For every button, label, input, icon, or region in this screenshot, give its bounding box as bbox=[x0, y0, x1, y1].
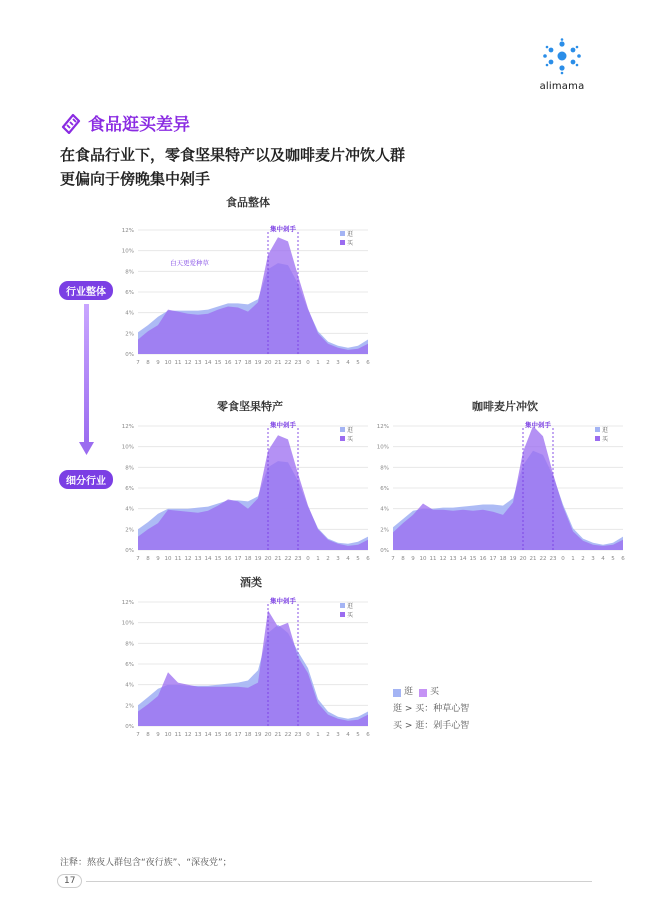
chart-coffee bbox=[375, 418, 630, 566]
chart-liquor bbox=[120, 594, 375, 742]
chart-title-food-overall: 食品整体 bbox=[226, 196, 270, 209]
x-tick-label: 16 bbox=[224, 732, 232, 738]
y-tick-label: 0% bbox=[380, 548, 389, 554]
x-tick-label: 0 bbox=[561, 556, 565, 562]
x-tick-label: 13 bbox=[449, 556, 457, 562]
y-tick-label: 4% bbox=[380, 506, 389, 513]
x-tick-label: 16 bbox=[479, 556, 487, 562]
legend-swatch bbox=[340, 436, 345, 441]
x-tick-label: 21 bbox=[274, 556, 282, 562]
chart-title-coffee: 咖啡麦片冲饮 bbox=[472, 400, 538, 413]
alimama-logo bbox=[537, 38, 587, 94]
x-tick-label: 20 bbox=[264, 360, 272, 366]
x-tick-label: 1 bbox=[316, 556, 320, 562]
legend-swatch bbox=[340, 427, 345, 432]
x-tick-label: 3 bbox=[591, 556, 595, 562]
x-tick-label: 7 bbox=[136, 732, 140, 738]
y-tick-label: 4% bbox=[125, 682, 134, 689]
x-tick-label: 22 bbox=[284, 732, 292, 738]
tag-icon bbox=[60, 112, 82, 134]
x-tick-label: 21 bbox=[274, 732, 282, 738]
x-tick-label: 23 bbox=[549, 556, 557, 562]
y-tick-label: 8% bbox=[125, 465, 134, 472]
headline bbox=[60, 143, 405, 191]
legend-swatch bbox=[340, 603, 345, 608]
x-tick-label: 17 bbox=[489, 556, 497, 562]
y-tick-label: 6% bbox=[380, 486, 389, 492]
x-tick-label: 19 bbox=[254, 556, 262, 562]
x-tick-label: 20 bbox=[264, 556, 272, 562]
y-tick-label: 10% bbox=[121, 248, 134, 255]
y-tick-label: 6% bbox=[125, 662, 134, 668]
legend-label: 买 bbox=[347, 240, 354, 247]
x-tick-label: 12 bbox=[184, 732, 192, 738]
x-tick-label: 13 bbox=[194, 556, 202, 562]
legend-swatch bbox=[595, 436, 600, 441]
chart-food-overall bbox=[120, 222, 375, 370]
x-tick-label: 18 bbox=[244, 732, 252, 738]
legend-label: 逛 bbox=[347, 231, 354, 238]
area-buy-series bbox=[138, 435, 368, 550]
x-tick-label: 18 bbox=[244, 360, 252, 366]
x-tick-label: 1 bbox=[316, 732, 320, 738]
x-tick-label: 7 bbox=[391, 556, 395, 562]
legend-browse-label: 逛 bbox=[404, 687, 414, 697]
legend-label: 买 bbox=[602, 436, 609, 443]
x-tick-label: 10 bbox=[164, 732, 172, 738]
x-tick-label: 18 bbox=[244, 556, 252, 562]
x-tick-label: 4 bbox=[601, 556, 605, 562]
sub-industry-label: 细分行业 bbox=[59, 470, 113, 489]
highlight-label: 集中剁手 bbox=[270, 421, 296, 429]
y-tick-label: 2% bbox=[125, 527, 134, 534]
x-tick-label: 22 bbox=[284, 360, 292, 366]
logo-mark-icon bbox=[542, 38, 582, 76]
y-tick-label: 0% bbox=[125, 548, 134, 554]
highlight-label: 集中剁手 bbox=[525, 421, 551, 429]
headline-line-2: 更偏向于傍晚集中剁手 bbox=[60, 170, 211, 188]
legend-label: 买 bbox=[347, 436, 354, 443]
x-tick-label: 16 bbox=[224, 360, 232, 366]
x-tick-label: 5 bbox=[611, 556, 615, 562]
x-tick-label: 11 bbox=[174, 360, 182, 366]
x-tick-label: 5 bbox=[356, 360, 360, 366]
chart-snacks bbox=[120, 418, 375, 566]
chart-annotation: 白天更爱种草 bbox=[170, 259, 209, 268]
x-tick-label: 13 bbox=[194, 360, 202, 366]
legend-label: 逛 bbox=[347, 427, 354, 434]
footnote: 注释：熬夜人群包含“夜行族”、“深夜党”； bbox=[60, 858, 232, 868]
y-tick-label: 0% bbox=[125, 352, 134, 358]
buy-swatch bbox=[419, 689, 427, 697]
y-tick-label: 12% bbox=[121, 424, 134, 430]
legend-label: 逛 bbox=[347, 603, 354, 610]
x-tick-label: 20 bbox=[264, 732, 272, 738]
legend-swatch bbox=[340, 231, 345, 236]
x-tick-label: 6 bbox=[366, 556, 370, 562]
chart-title-snacks: 零食坚果特产 bbox=[217, 400, 283, 413]
highlight-label: 集中剁手 bbox=[270, 225, 296, 233]
x-tick-label: 3 bbox=[336, 732, 340, 738]
x-tick-label: 19 bbox=[254, 360, 262, 366]
x-tick-label: 19 bbox=[254, 732, 262, 738]
x-tick-label: 6 bbox=[366, 732, 370, 738]
x-tick-label: 7 bbox=[136, 360, 140, 366]
x-tick-label: 12 bbox=[439, 556, 447, 562]
x-tick-label: 23 bbox=[294, 360, 302, 366]
y-tick-label: 8% bbox=[380, 465, 389, 472]
x-tick-label: 2 bbox=[326, 556, 330, 562]
area-buy-series bbox=[138, 237, 368, 354]
legend-swatch bbox=[340, 612, 345, 617]
y-tick-label: 10% bbox=[121, 444, 134, 451]
y-tick-label: 2% bbox=[125, 331, 134, 338]
legend-label: 买 bbox=[347, 612, 354, 619]
x-tick-label: 23 bbox=[294, 556, 302, 562]
y-tick-label: 6% bbox=[125, 290, 134, 296]
x-tick-label: 7 bbox=[136, 556, 140, 562]
industry-overall-label: 行业整体 bbox=[59, 281, 113, 300]
x-tick-label: 15 bbox=[214, 556, 222, 562]
x-tick-label: 17 bbox=[234, 732, 242, 738]
x-tick-label: 8 bbox=[146, 556, 150, 562]
x-tick-label: 15 bbox=[469, 556, 477, 562]
legend-rule-buying: 买 > 逛：剁手心智 bbox=[393, 721, 470, 731]
x-tick-label: 18 bbox=[499, 556, 507, 562]
y-tick-label: 4% bbox=[125, 506, 134, 513]
x-tick-label: 20 bbox=[519, 556, 527, 562]
x-tick-label: 17 bbox=[234, 556, 242, 562]
x-tick-label: 16 bbox=[224, 556, 232, 562]
x-tick-label: 12 bbox=[184, 556, 192, 562]
x-tick-label: 19 bbox=[509, 556, 517, 562]
legend-rule-seeding: 逛 > 买：种草心智 bbox=[393, 704, 470, 714]
x-tick-label: 9 bbox=[156, 732, 160, 738]
logo-text: alimama bbox=[539, 81, 585, 92]
area-buy-series bbox=[138, 610, 368, 726]
x-tick-label: 14 bbox=[459, 556, 467, 562]
x-tick-label: 21 bbox=[529, 556, 537, 562]
y-tick-label: 2% bbox=[125, 703, 134, 710]
x-tick-label: 5 bbox=[356, 556, 360, 562]
x-tick-label: 6 bbox=[621, 556, 625, 562]
down-arrow-icon bbox=[79, 304, 95, 456]
x-tick-label: 22 bbox=[539, 556, 547, 562]
browse-swatch bbox=[393, 689, 401, 697]
x-tick-label: 0 bbox=[306, 360, 310, 366]
x-tick-label: 2 bbox=[326, 732, 330, 738]
section-header bbox=[60, 110, 190, 135]
x-tick-label: 21 bbox=[274, 360, 282, 366]
x-tick-label: 3 bbox=[336, 556, 340, 562]
y-tick-label: 8% bbox=[125, 641, 134, 648]
x-tick-label: 9 bbox=[156, 360, 160, 366]
x-tick-label: 5 bbox=[356, 732, 360, 738]
section-title: 食品逛买差异 bbox=[88, 115, 190, 135]
chart-title-liquor: 酒类 bbox=[240, 576, 262, 589]
x-tick-label: 6 bbox=[366, 360, 370, 366]
y-tick-label: 6% bbox=[125, 486, 134, 492]
x-tick-label: 14 bbox=[204, 360, 212, 366]
legend-swatch bbox=[595, 427, 600, 432]
x-tick-label: 11 bbox=[174, 556, 182, 562]
x-tick-label: 8 bbox=[146, 360, 150, 366]
x-tick-label: 2 bbox=[581, 556, 585, 562]
x-tick-label: 10 bbox=[164, 360, 172, 366]
legend-label: 逛 bbox=[602, 427, 609, 434]
x-tick-label: 10 bbox=[164, 556, 172, 562]
x-tick-label: 10 bbox=[419, 556, 427, 562]
x-tick-label: 4 bbox=[346, 732, 350, 738]
x-tick-label: 9 bbox=[156, 556, 160, 562]
y-tick-label: 8% bbox=[125, 269, 134, 276]
x-tick-label: 4 bbox=[346, 556, 350, 562]
legend-buy-label: 买 bbox=[430, 687, 440, 697]
y-tick-label: 10% bbox=[376, 444, 389, 451]
x-tick-label: 12 bbox=[184, 360, 192, 366]
y-tick-label: 0% bbox=[125, 724, 134, 730]
legend-swatch bbox=[340, 240, 345, 245]
y-tick-label: 10% bbox=[121, 620, 134, 627]
y-tick-label: 12% bbox=[121, 228, 134, 234]
x-tick-label: 17 bbox=[234, 360, 242, 366]
headline-line-1: 在食品行业下，零食坚果特产以及咖啡麦片冲饮人群 bbox=[60, 146, 406, 164]
x-tick-label: 0 bbox=[306, 732, 310, 738]
x-tick-label: 4 bbox=[346, 360, 350, 366]
shared-legend bbox=[393, 684, 469, 735]
x-tick-label: 2 bbox=[326, 360, 330, 366]
x-tick-label: 3 bbox=[336, 360, 340, 366]
x-tick-label: 15 bbox=[214, 360, 222, 366]
x-tick-label: 15 bbox=[214, 732, 222, 738]
x-tick-label: 9 bbox=[411, 556, 415, 562]
y-tick-label: 12% bbox=[376, 424, 389, 430]
x-tick-label: 8 bbox=[146, 732, 150, 738]
highlight-label: 集中剁手 bbox=[270, 597, 296, 605]
x-tick-label: 1 bbox=[316, 360, 320, 366]
x-tick-label: 0 bbox=[306, 556, 310, 562]
x-tick-label: 11 bbox=[174, 732, 182, 738]
x-tick-label: 13 bbox=[194, 732, 202, 738]
page-number: 17 bbox=[57, 874, 82, 888]
footer-divider bbox=[86, 881, 592, 882]
y-tick-label: 12% bbox=[121, 600, 134, 606]
x-tick-label: 22 bbox=[284, 556, 292, 562]
y-tick-label: 4% bbox=[125, 310, 134, 317]
x-tick-label: 8 bbox=[401, 556, 405, 562]
x-tick-label: 11 bbox=[429, 556, 437, 562]
x-tick-label: 1 bbox=[571, 556, 575, 562]
legend-colors bbox=[393, 684, 469, 701]
x-tick-label: 14 bbox=[204, 732, 212, 738]
x-tick-label: 23 bbox=[294, 732, 302, 738]
y-tick-label: 2% bbox=[380, 527, 389, 534]
x-tick-label: 14 bbox=[204, 556, 212, 562]
